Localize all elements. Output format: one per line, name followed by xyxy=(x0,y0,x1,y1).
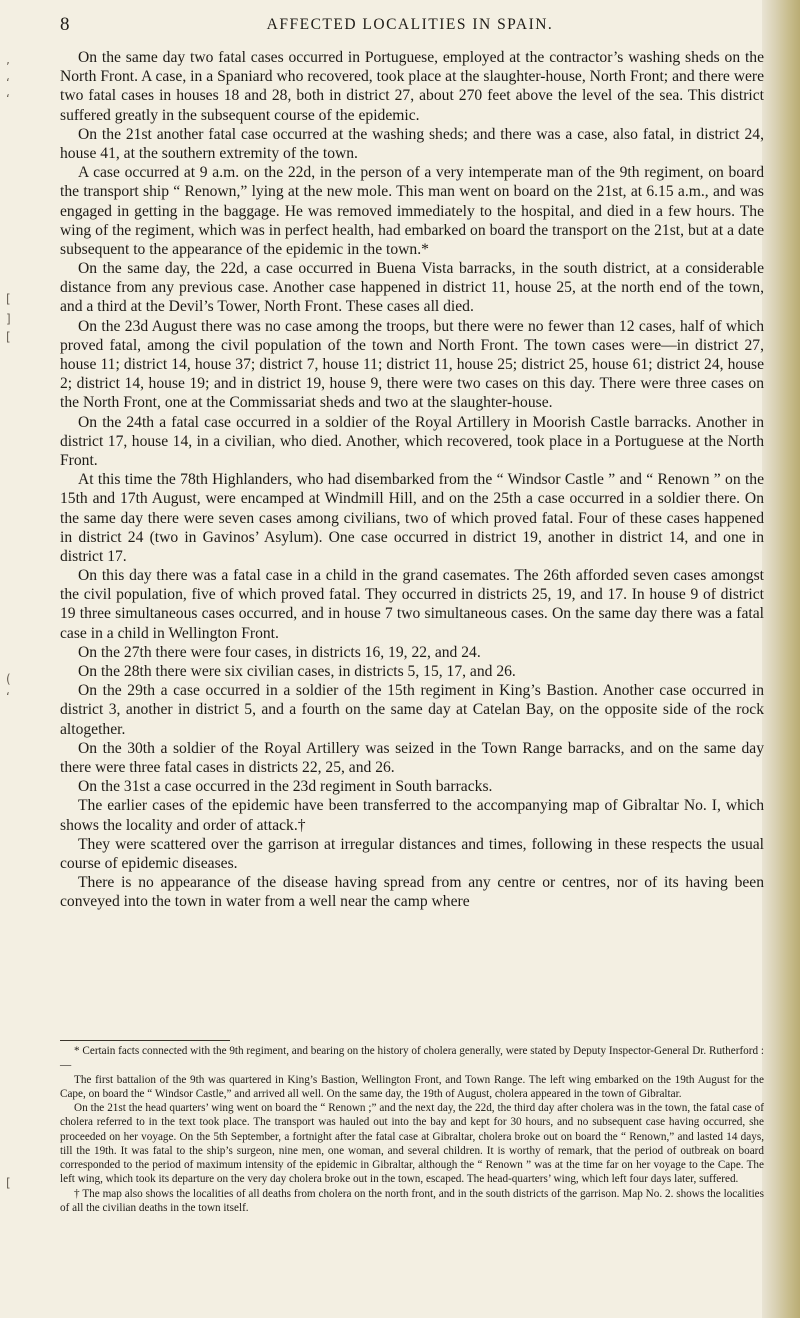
paragraph: On the 24th a fatal case occurred in a soldier of the Royal Artillery in Moorish Castle barracks. Another in district 17, house 14, in a civilian, who died. Another, which recovered, took place in a Portuguese at the North Front. xyxy=(60,413,764,469)
body-text xyxy=(60,48,764,911)
paragraph: On the 31st a case occurred in the 23d regiment in South barracks. xyxy=(78,778,493,796)
paragraph: A case occurred at 9 a.m. on the 22d, in the person of a very intemperate man of the 9th regiment, on board the transport ship “ Renown,” lying at the new mole. This man went on board on the 21st, at 6.15 a.m., and was engaged in getting in the baggage. He was removed immediately to the hospital, and died in a few hours. The wing of the regiment, which was in perfect health, had embarked on board the transport on the 21st, but at a date subsequent to the appearance of the epidemic in the town.* xyxy=(60,164,764,258)
paragraph: On the 28th there were six civilian cases, in districts 5, 15, 17, and 26. xyxy=(78,663,516,680)
margin-mark: [ xyxy=(6,292,11,306)
page-edge xyxy=(762,0,800,1318)
page-header xyxy=(60,14,760,38)
paragraph: On the same day, the 22d, a case occurred in Buena Vista barracks, in the south district, at a considerable distance from any previous case. Another case happened in district 11, house 25, at the north end of the town, and a third at the Devil’s Tower, North Front. These cases all died. xyxy=(60,260,764,316)
paragraph: On the 30th a soldier of the Royal Artillery was seized in the Town Range barracks, and on the same day there were three fatal cases in districts 22, 25, and 26. xyxy=(60,739,764,776)
margin-mark: ( xyxy=(6,672,11,686)
margin-mark: ‘ xyxy=(6,76,10,90)
paragraph: On the 23d August there was no case among the troops, but there were no fewer than 12 cases, half of which proved fatal, among the civil population of the town and North Front. The town cases were—in district 27, house 11; district 14, house 37; district 7, house 11; district 11, house 25; district 25, house 61; district 24, house 2; district 14, house 19; and in district 19, house 9, there were two cases on this day. There were three cases on the North Front, one at the Commissariat sheds and two at the slaughter-house. xyxy=(60,317,764,412)
book-page xyxy=(22,0,764,1318)
paragraph: On this day there was a fatal case in a child in the grand casemates. The 26th afforded seven cases amongst the civil population, five of which proved fatal. They occurred in districts 25, 19, and 17. In house 9 of district 19 three simultaneous cases occurred, and in house 7 two simultaneous cases. On the same day there was a fatal case in a child in Wellington Front. xyxy=(60,567,764,642)
paragraph: At this time the 78th Highlanders, who had disembarked from the “ Windsor Castle ” and “ Renown ” on the 15th and 17th August, were encamped at Windmill Hill, and on the 25th a case occurred in a soldier there. On the same day there were seven cases among civilians, two of which proved fatal. Four of these cases happened in district 24 (two in Gavinos’ Asylum). One case occurred in district 19, another in district 14, and one in district 17. xyxy=(60,471,764,565)
footnotes xyxy=(60,1044,764,1215)
footnote: * Certain facts connected with the 9th regiment, and bearing on the history of cholera generally, were stated by Deputy Inspector-General Dr. Rutherford :— xyxy=(60,1045,764,1072)
margin-mark: [ xyxy=(6,1176,11,1190)
margin-mark: ‘ xyxy=(6,92,10,106)
footnote: The first battalion of the 9th was quartered in King’s Bastion, Wellington Front, and Town Range. The left wing embarked on the 19th August for the Cape, on board the “ Windsor Castle,” and arrived all well. On the same day, the 19th of August, cholera appeared in the town of Gibraltar. xyxy=(60,1073,764,1100)
page-number: 8 xyxy=(60,14,70,35)
margin-mark: ] xyxy=(6,312,11,326)
footnote: On the 21st the head quarters’ wing went on board the “ Renown ;” and the next day, the 22d, the third day after cholera was in the town, the fatal case of cholera referred to in the text took place. The transport was hauled out into the bay and kept for 30 hours, and no subsequent case having occurred, she proceeded on her voyage. On the 5th September, a fortnight after the fatal case at Gibraltar, cholera broke out on board the “ Renown,” and lasted 14 days, till the 19th. It was fatal to the ship’s surgeon, nine men, one woman, and several children. It is worthy of remark, that the period of outbreak on board corresponded to the period of maximum intensity of the epidemic in Gibraltar, although the “ Renown ” was at the time far on her voyage to the Cape. The left wing, which took its departure on the very day cholera broke out in the town, escaped. The head-quarters’ wing, which left four days later, suffered. xyxy=(60,1102,764,1186)
paragraph: On the 29th a case occurred in a soldier of the 15th regiment in King’s Bastion. Another case occurred in district 3, another in district 5, and a fourth on the same day at Catelan Bay, on the opposite side of the rock altogether. xyxy=(60,682,764,738)
left-margin-marks xyxy=(0,0,18,1318)
footnote: † The map also shows the localities of all deaths from cholera on the north front, and in the south districts of the garrison. Map No. 2. shows the localities of all the civilian deaths in the town itself. xyxy=(60,1187,764,1214)
paragraph: On the 21st another fatal case occurred at the washing sheds; and there was a case, also fatal, in district 24, house 41, at the southern extremity of the town. xyxy=(60,125,764,162)
footnote-rule xyxy=(60,1040,230,1041)
running-title: AFFECTED LOCALITIES IN SPAIN. xyxy=(266,16,554,33)
margin-mark: ‘ xyxy=(6,690,10,704)
paragraph: They were scattered over the garrison at irregular distances and times, following in these respects the usual course of epidemic diseases. xyxy=(60,835,764,872)
margin-mark: ’ xyxy=(6,60,10,74)
paragraph: On the 27th there were four cases, in districts 16, 19, 22, and 24. xyxy=(78,643,481,661)
paragraph: On the same day two fatal cases occurred in Portuguese, employed at the contractor’s washing sheds on the North Front. A case, in a Spaniard who recovered, took place at the slaughter-house, North Front; and there were two fatal cases in houses 18 and 28, both in district 27, about 270 feet above the level of the sea. This district suffered greatly in the subsequent course of the epidemic. xyxy=(60,49,764,124)
margin-mark: [ xyxy=(6,330,11,344)
paragraph: There is no appearance of the disease having spread from any centre or centres, nor of its having been conveyed into the town in water from a well near the camp where xyxy=(60,874,764,911)
paragraph: The earlier cases of the epidemic have been transferred to the accompanying map of Gibraltar No. I, which shows the locality and order of attack.† xyxy=(60,797,764,834)
